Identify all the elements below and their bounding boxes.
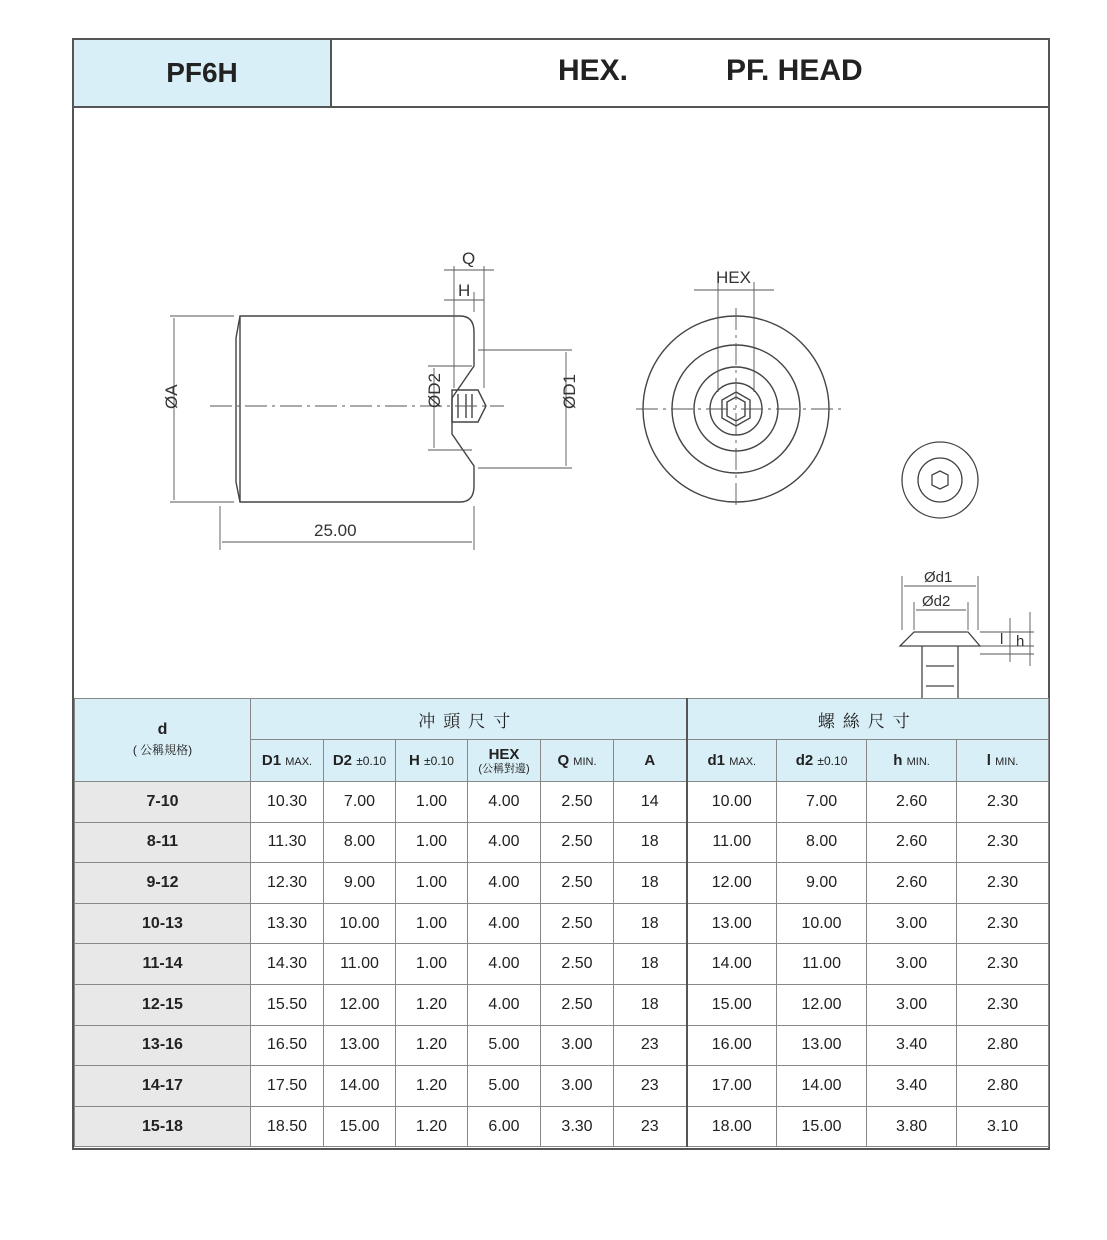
value-cell: 14.00 xyxy=(324,1066,396,1107)
screw-dimensions-header: 螺絲尺寸 xyxy=(687,699,1049,740)
value-cell: 13.00 xyxy=(324,1025,396,1066)
value-cell: 7.00 xyxy=(324,782,396,823)
value-cell: 10.00 xyxy=(324,903,396,944)
value-cell: 23 xyxy=(614,1106,687,1147)
screw-top-outer xyxy=(902,442,978,518)
value-cell: 15.00 xyxy=(777,1106,867,1147)
value-cell: 18 xyxy=(614,822,687,863)
label-dia-a: ØA xyxy=(162,384,181,409)
col-a: A xyxy=(614,740,687,782)
technical-drawing xyxy=(74,106,1048,698)
value-cell: 9.00 xyxy=(777,863,867,904)
col-d2-small: d2 ±0.10 xyxy=(777,740,867,782)
d-column-header xyxy=(75,699,251,782)
value-cell: 16.50 xyxy=(251,1025,324,1066)
label-h: H xyxy=(458,281,471,300)
value-cell: 2.50 xyxy=(541,782,614,823)
value-cell: 2.50 xyxy=(541,984,614,1025)
value-cell: 9.00 xyxy=(324,863,396,904)
value-cell: 2.30 xyxy=(957,984,1049,1025)
col-d1-small: d1 MAX. xyxy=(687,740,777,782)
value-cell: 10.00 xyxy=(687,782,777,823)
table-row xyxy=(75,944,1049,985)
value-cell: 2.60 xyxy=(867,863,957,904)
value-cell: 1.20 xyxy=(396,1025,468,1066)
value-cell: 12.00 xyxy=(324,984,396,1025)
value-cell: 2.60 xyxy=(867,822,957,863)
value-cell: 18 xyxy=(614,863,687,904)
size-cell: 9-12 xyxy=(75,863,251,904)
value-cell: 1.20 xyxy=(396,1066,468,1107)
value-cell: 18 xyxy=(614,903,687,944)
value-cell: 1.00 xyxy=(396,903,468,944)
punch-dimensions-header: 冲頭尺寸 xyxy=(251,699,687,740)
value-cell: 11.00 xyxy=(324,944,396,985)
value-cell: 2.80 xyxy=(957,1066,1049,1107)
table-row xyxy=(75,782,1049,823)
value-cell: 14 xyxy=(614,782,687,823)
col-hex: HEX (公稱對邊) xyxy=(468,740,541,782)
value-cell: 13.00 xyxy=(777,1025,867,1066)
spec-table xyxy=(74,698,1049,1147)
value-cell: 5.00 xyxy=(468,1066,541,1107)
value-cell: 2.60 xyxy=(867,782,957,823)
product-code: PF6H xyxy=(74,40,332,106)
value-cell: 2.50 xyxy=(541,822,614,863)
value-cell: 17.00 xyxy=(687,1066,777,1107)
label-dia-d1: ØD1 xyxy=(560,374,579,409)
value-cell: 2.30 xyxy=(957,863,1049,904)
size-cell: 7-10 xyxy=(75,782,251,823)
col-d1: D1 MAX. xyxy=(251,740,324,782)
value-cell: 18 xyxy=(614,984,687,1025)
size-cell: 8-11 xyxy=(75,822,251,863)
spec-sheet xyxy=(72,38,1050,1150)
label-dia-d2-small: Ød2 xyxy=(922,593,951,610)
label-dia-d1-small: Ød1 xyxy=(924,569,953,586)
value-cell: 1.00 xyxy=(396,822,468,863)
value-cell: 3.30 xyxy=(541,1106,614,1147)
punch-body xyxy=(236,316,474,502)
value-cell: 3.00 xyxy=(867,984,957,1025)
col-h-small: h MIN. xyxy=(867,740,957,782)
value-cell: 2.30 xyxy=(957,944,1049,985)
value-cell: 2.30 xyxy=(957,903,1049,944)
value-cell: 1.00 xyxy=(396,782,468,823)
col-l-small: l MIN. xyxy=(957,740,1049,782)
value-cell: 16.00 xyxy=(687,1025,777,1066)
table-row xyxy=(75,863,1049,904)
label-hex: HEX xyxy=(716,268,751,287)
value-cell: 3.10 xyxy=(957,1106,1049,1147)
value-cell: 4.00 xyxy=(468,984,541,1025)
value-cell: 2.30 xyxy=(957,782,1049,823)
value-cell: 18 xyxy=(614,944,687,985)
header xyxy=(74,40,1048,108)
value-cell: 11.00 xyxy=(777,944,867,985)
col-h: H ±0.10 xyxy=(396,740,468,782)
value-cell: 10.00 xyxy=(777,903,867,944)
value-cell: 2.50 xyxy=(541,944,614,985)
value-cell: 13.00 xyxy=(687,903,777,944)
value-cell: 3.00 xyxy=(867,903,957,944)
value-cell: 13.30 xyxy=(251,903,324,944)
value-cell: 3.80 xyxy=(867,1106,957,1147)
value-cell: 18.50 xyxy=(251,1106,324,1147)
value-cell: 15.50 xyxy=(251,984,324,1025)
value-cell: 12.00 xyxy=(687,863,777,904)
value-cell: 4.00 xyxy=(468,944,541,985)
value-cell: 5.00 xyxy=(468,1025,541,1066)
value-cell: 8.00 xyxy=(777,822,867,863)
table-row xyxy=(75,1066,1049,1107)
value-cell: 14.30 xyxy=(251,944,324,985)
size-cell: 11-14 xyxy=(75,944,251,985)
value-cell: 3.00 xyxy=(541,1025,614,1066)
value-cell: 3.40 xyxy=(867,1066,957,1107)
value-cell: 11.00 xyxy=(687,822,777,863)
drawing-canvas xyxy=(74,106,1048,698)
col-d2: D2 ±0.10 xyxy=(324,740,396,782)
label-q: Q xyxy=(462,249,476,268)
value-cell: 6.00 xyxy=(468,1106,541,1147)
value-cell: 1.00 xyxy=(396,863,468,904)
title-hex: HEX. xyxy=(558,54,629,87)
table-row xyxy=(75,1025,1049,1066)
table-row xyxy=(75,903,1049,944)
value-cell: 3.40 xyxy=(867,1025,957,1066)
value-cell: 14.00 xyxy=(777,1066,867,1107)
value-cell: 4.00 xyxy=(468,903,541,944)
spec-table-body xyxy=(75,782,1049,1147)
value-cell: 2.50 xyxy=(541,863,614,904)
value-cell: 12.00 xyxy=(777,984,867,1025)
label-dia-d2: ØD2 xyxy=(425,373,444,408)
d-label: d xyxy=(157,721,168,738)
value-cell: 10.30 xyxy=(251,782,324,823)
value-cell: 4.00 xyxy=(468,863,541,904)
value-cell: 7.00 xyxy=(777,782,867,823)
screw-shank xyxy=(922,646,958,698)
value-cell: 4.00 xyxy=(468,822,541,863)
screw-head xyxy=(900,632,980,646)
value-cell: 11.30 xyxy=(251,822,324,863)
value-cell: 17.50 xyxy=(251,1066,324,1107)
value-cell: 18.00 xyxy=(687,1106,777,1147)
label-l-small: l xyxy=(1000,631,1004,648)
size-cell: 15-18 xyxy=(75,1106,251,1147)
value-cell: 3.00 xyxy=(867,944,957,985)
size-cell: 14-17 xyxy=(75,1066,251,1107)
table-row xyxy=(75,822,1049,863)
value-cell: 2.30 xyxy=(957,822,1049,863)
table-row xyxy=(75,1106,1049,1147)
title-bar xyxy=(332,40,1048,106)
size-cell: 10-13 xyxy=(75,903,251,944)
label-h-small: h xyxy=(1016,633,1025,650)
col-q: Q MIN. xyxy=(541,740,614,782)
size-cell: 12-15 xyxy=(75,984,251,1025)
value-cell: 4.00 xyxy=(468,782,541,823)
value-cell: 2.50 xyxy=(541,903,614,944)
value-cell: 1.20 xyxy=(396,1106,468,1147)
value-cell: 12.30 xyxy=(251,863,324,904)
value-cell: 2.80 xyxy=(957,1025,1049,1066)
table-row xyxy=(75,984,1049,1025)
d-sublabel: ( 公稱規格) xyxy=(132,743,193,757)
value-cell: 14.00 xyxy=(687,944,777,985)
value-cell: 23 xyxy=(614,1025,687,1066)
value-cell: 3.00 xyxy=(541,1066,614,1107)
value-cell: 1.20 xyxy=(396,984,468,1025)
title-pf-head: PF. HEAD xyxy=(726,54,863,87)
size-cell: 13-16 xyxy=(75,1025,251,1066)
value-cell: 8.00 xyxy=(324,822,396,863)
value-cell: 15.00 xyxy=(687,984,777,1025)
value-cell: 15.00 xyxy=(324,1106,396,1147)
value-cell: 23 xyxy=(614,1066,687,1107)
label-length: 25.00 xyxy=(314,521,357,540)
value-cell: 1.00 xyxy=(396,944,468,985)
